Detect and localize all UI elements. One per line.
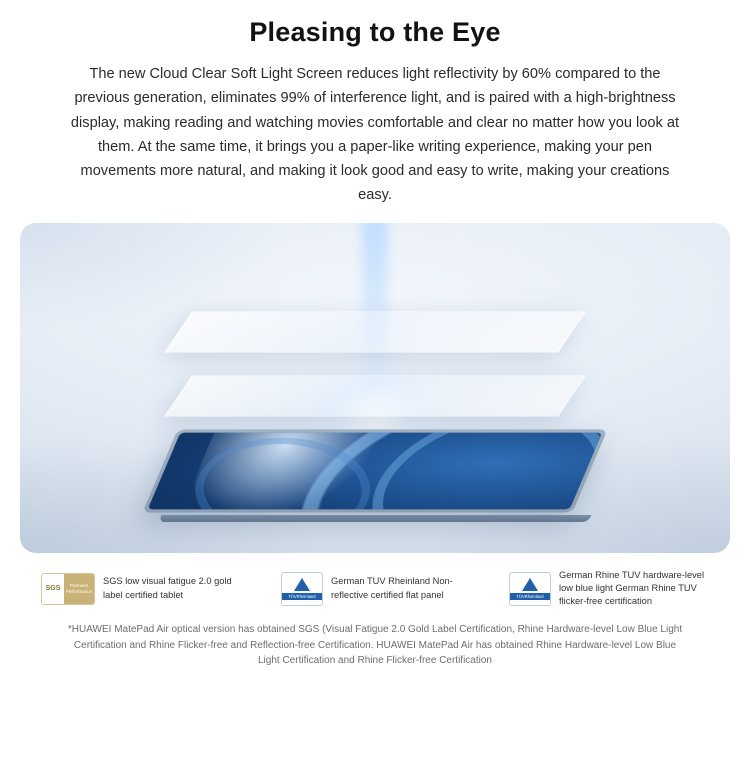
- tuv-triangle-icon-2: [522, 578, 538, 591]
- page-title: Pleasing to the Eye: [249, 17, 501, 47]
- tablet-side-edge: [159, 515, 592, 522]
- glass-layer-middle: [164, 375, 586, 416]
- tuv-badge-mark-2: TÜVRheinland: [510, 593, 550, 600]
- product-feature-page: [0, 16, 750, 766]
- tuv-rhine-badge-icon: [509, 572, 551, 606]
- certification-item-sgs: [27, 573, 267, 605]
- sgs-badge-sub: [64, 574, 94, 604]
- description-paragraph: The new Cloud Clear Soft Light Screen reduces light reflectivity by 60% compared to the previous generation, eliminates 99% of interference light, and is paired with a high-brightness display, making reading and watching movies comfortable and clear no matter how you look at them. At the same time, it brings you a paper-like writing experience, making your pen movements more natural, and making it look good and easy to write, making your creations easy.: [70, 66, 680, 203]
- tuv-triangle-icon: [294, 578, 310, 591]
- hero-image: [20, 223, 730, 553]
- sgs-badge-mark: SGS: [42, 574, 64, 604]
- tablet-screen: [148, 432, 603, 509]
- certification-text-tuv-rheinland: German TUV Rheinland Non-reflective certified flat panel: [331, 576, 453, 600]
- footnote-text: *HUAWEI MatePad Air optical version has obtained SGS (Visual Fatigue 2.0 Gold Label Certification, Rhine Hardware-level Low Blue Light Certification and Rhine Flicker-free and Reflection-free Certification. HUAWEI MatePad Air has obtained Rhine Hardware-level Low Blue Light Certification and Rhine Flicker-free Certification: [67, 624, 683, 667]
- tuv-badge-mark: TÜVRheinland: [282, 593, 322, 600]
- certification-text-tuv-rhine: German Rhine TUV hardware-level low blue light German Rhine TUV flicker-free certification: [559, 569, 705, 607]
- certification-item-tuv-rhine: [495, 569, 723, 609]
- tuv-rheinland-badge-icon: [281, 572, 323, 606]
- certification-text-sgs: SGS low visual fatigue 2.0 gold label certified tablet: [103, 576, 232, 600]
- tablet-device: [142, 429, 607, 512]
- certification-item-tuv-rheinland: [267, 572, 495, 606]
- glass-layer-top: [164, 311, 586, 352]
- certifications-row: [45, 569, 705, 609]
- sgs-badge-sub-line1: Premium: [69, 582, 89, 588]
- sgs-badge-icon: [41, 573, 95, 605]
- sgs-badge-sub-line2: Performance: [65, 588, 93, 594]
